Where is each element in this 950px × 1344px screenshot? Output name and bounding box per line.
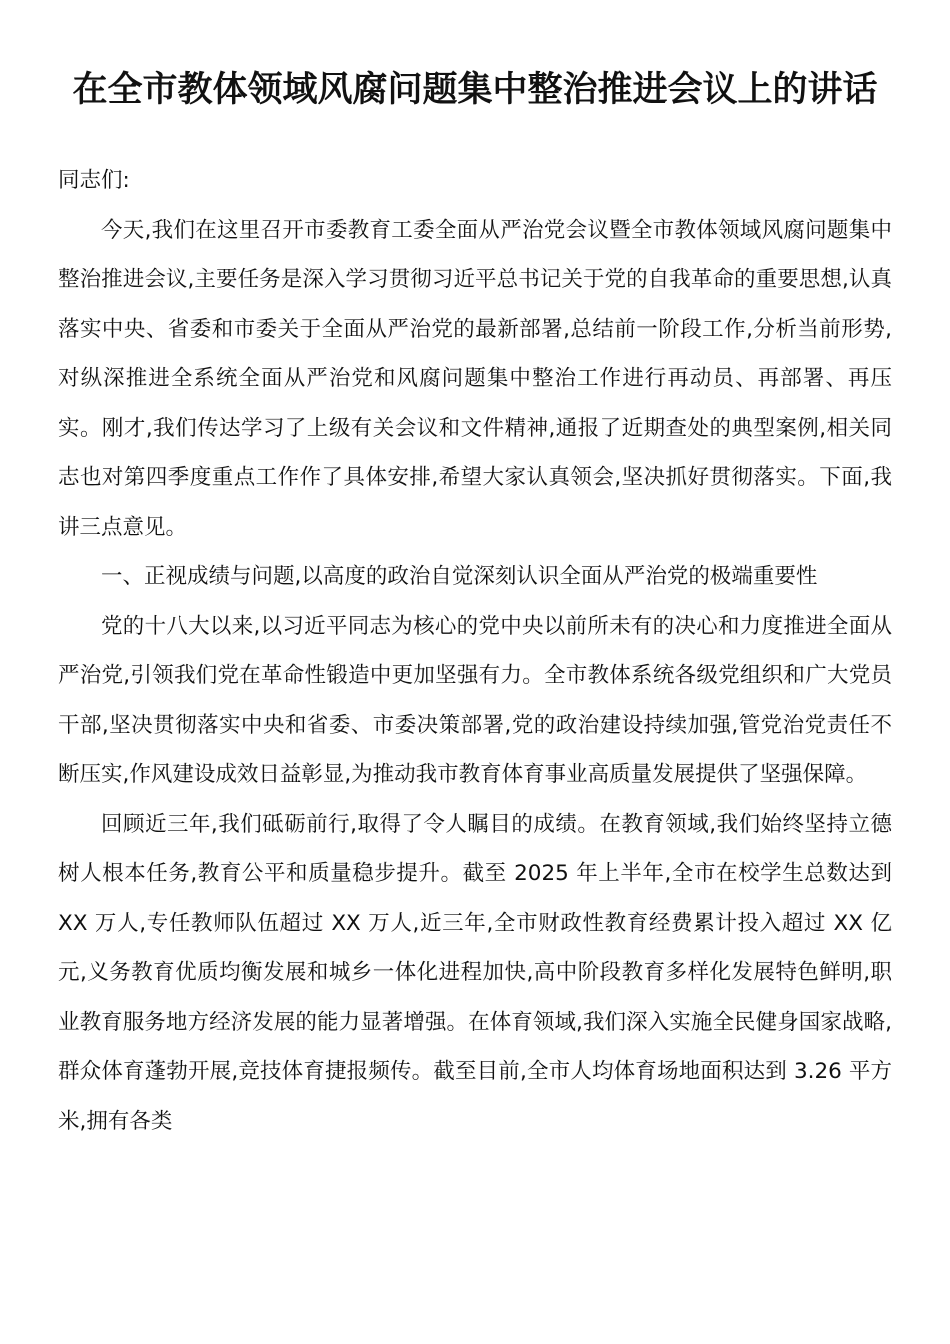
salutation: 同志们: xyxy=(58,168,130,193)
paragraph-achievements: 回顾近三年,我们砥砺前行,取得了令人瞩目的成绩。在教育领域,我们始终坚持立德树人根本任务,教育公平和质量稳步提升。截至 2025 年上半年,全市在校学生总数达到 XX 万人,专任教师队伍超过 XX 万人,近三年,全市财政性教育经费累计投入超过 XX 亿元,义务教育优质均衡发展和城乡一体化进程加快,高中阶段教育多样化发展特色鲜明,职业教育服务地方经济发展的能力显著增强。在体育领域,我们深入实施全民健身国家战略,群众体育蓬勃开展,竞技体育捷报频传。截至目前,全市人均体育场地面积达到 3.26 平方米,拥有各类 xyxy=(58,811,892,1134)
document-title: 在全市教体领域风腐问题集中整治推进会议上的讲话 xyxy=(72,70,878,110)
document-page xyxy=(58,62,892,1146)
section-heading-one: 一、正视成绩与问题,以高度的政治自觉深刻认识全面从严治党的极端重要性 xyxy=(101,564,818,589)
paragraph-opening: 今天,我们在这里召开市委教育工委全面从严治党会议暨全市教体领域风腐问题集中整治推进会议,主要任务是深入学习贯彻习近平总书记关于党的自我革命的重要思想,认真落实中央、省委和市委关于全面从严治党的最新部署,总结前一阶段工作,分析当前形势,对纵深推进全系统全面从严治党和风腐问题集中整治工作进行再动员、再部署、再压实。刚才,我们传达学习了上级有关会议和文件精神,通报了近期查处的典型案例,相关同志也对第四季度重点工作作了具体安排,希望大家认真领会,坚决抓好贯彻落实。下面,我讲三点意见。 xyxy=(58,217,892,540)
paragraph-party-building: 党的十八大以来,以习近平同志为核心的党中央以前所未有的决心和力度推进全面从严治党,引领我们党在革命性锻造中更加坚强有力。全市教体系统各级党组织和广大党员干部,坚决贯彻落实中央和省委、市委决策部署,党的政治建设持续加强,管党治党责任不断压实,作风建设成效日益彰显,为推动我市教育体育事业高质量发展提供了坚强保障。 xyxy=(58,613,892,787)
